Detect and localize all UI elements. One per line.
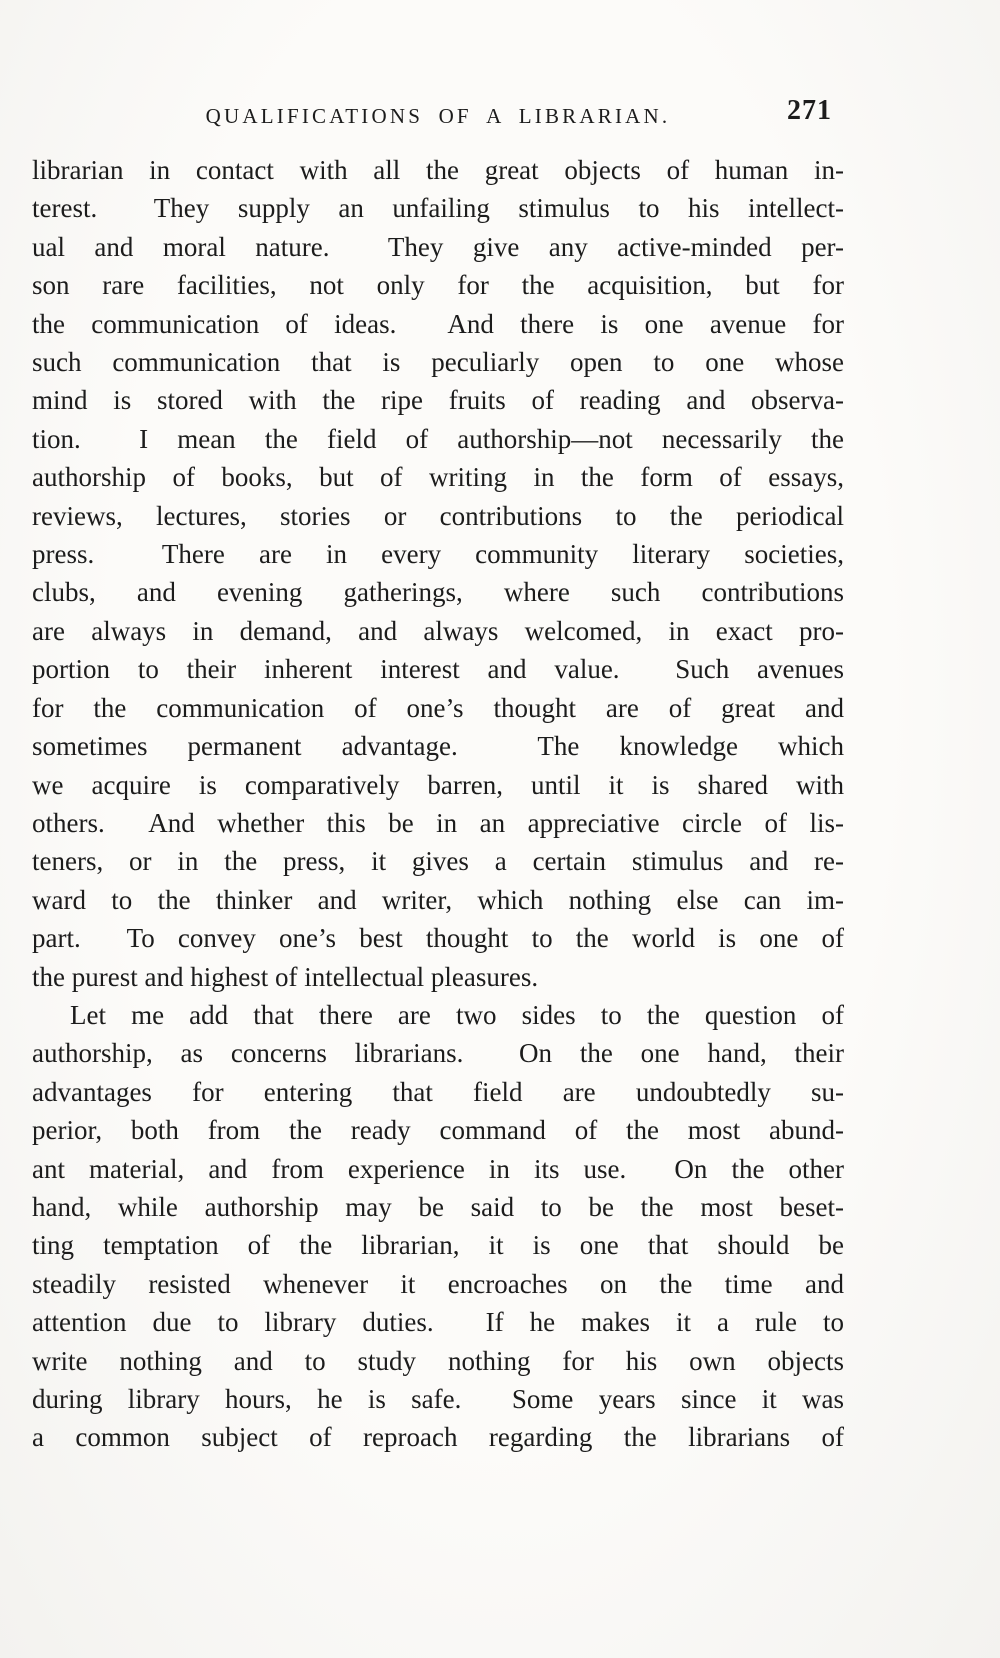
page-body — [32, 151, 844, 1457]
page-number: 271 — [787, 95, 832, 126]
text-line: write nothing and to study nothing for his own objects — [32, 1345, 844, 1376]
text-line: authorship, as concerns librarians. On the one hand, their — [32, 1038, 844, 1069]
text-line: the purest and highest of intellectual pleasures. — [32, 961, 539, 992]
text-line: the communication of ideas. And there is one avenue for — [32, 308, 844, 339]
text-line: ant material, and from experience in its use. On the other — [32, 1153, 844, 1184]
paragraph — [32, 151, 844, 996]
text-line: ting temptation of the librarian, it is one that should be — [32, 1230, 844, 1261]
text-line: attention due to library duties. If he makes it a rule to — [32, 1307, 844, 1338]
text-line: son rare facilities, not only for the acquisition, but for — [32, 270, 844, 301]
text-line: authorship of books, but of writing in the form of essays, — [32, 462, 844, 493]
text-line: perior, both from the ready command of the most abund- — [32, 1115, 844, 1146]
text-line: for the communication of one’s thought are of great and — [32, 692, 844, 723]
text-line: during library hours, he is safe. Some years since it was — [32, 1384, 844, 1414]
text-line: teners, or in the press, it gives a certain stimulus and re- — [32, 846, 844, 877]
text-line: hand, while authorship may be said to be the most beset- — [32, 1191, 844, 1222]
text-line: part. To convey one’s best thought to the world is one of — [32, 923, 844, 954]
running-title: QUALIFICATIONS OF A LIBRARIAN. — [205, 104, 671, 128]
text-line: mind is stored with the ripe fruits of reading and observa- — [32, 385, 844, 416]
page-header — [32, 95, 844, 138]
text-line: such communication that is peculiarly open to one whose — [32, 347, 844, 378]
text-line: ual and moral nature. They give any active-minded per- — [32, 231, 844, 262]
text-line: steadily resisted whenever it encroaches on the time and — [32, 1268, 844, 1299]
text-line: press. There are in every community literary societies, — [32, 539, 844, 570]
text-line: ward to the thinker and writer, which nothing else can im- — [32, 884, 844, 915]
text-line: advantages for entering that field are undoubtedly su- — [32, 1076, 844, 1107]
paragraph — [32, 996, 844, 1457]
text-line: reviews, lectures, stories or contributions to the periodical — [32, 500, 844, 531]
text-line: librarian in contact with all the great objects of human in- — [32, 155, 844, 185]
text-line: tion. I mean the field of authorship—not necessarily the — [32, 423, 844, 454]
text-line: are always in demand, and always welcomed, in exact pro- — [32, 615, 844, 646]
text-line: terest. They supply an unfailing stimulus to his intellect- — [32, 193, 844, 224]
text-line: portion to their inherent interest and value. Such avenues — [32, 654, 844, 685]
text-line: a common subject of reproach regarding the librarians of — [32, 1422, 844, 1453]
text-line: sometimes permanent advantage. The knowledge which — [32, 731, 844, 762]
text-line: clubs, and evening gatherings, where such contributions — [32, 577, 844, 608]
text-line: we acquire is comparatively barren, until it is shared with — [32, 769, 844, 800]
text-line: Let me add that there are two sides to the question of — [70, 999, 844, 1030]
text-line: others. And whether this be in an appreciative circle of lis- — [32, 807, 844, 838]
